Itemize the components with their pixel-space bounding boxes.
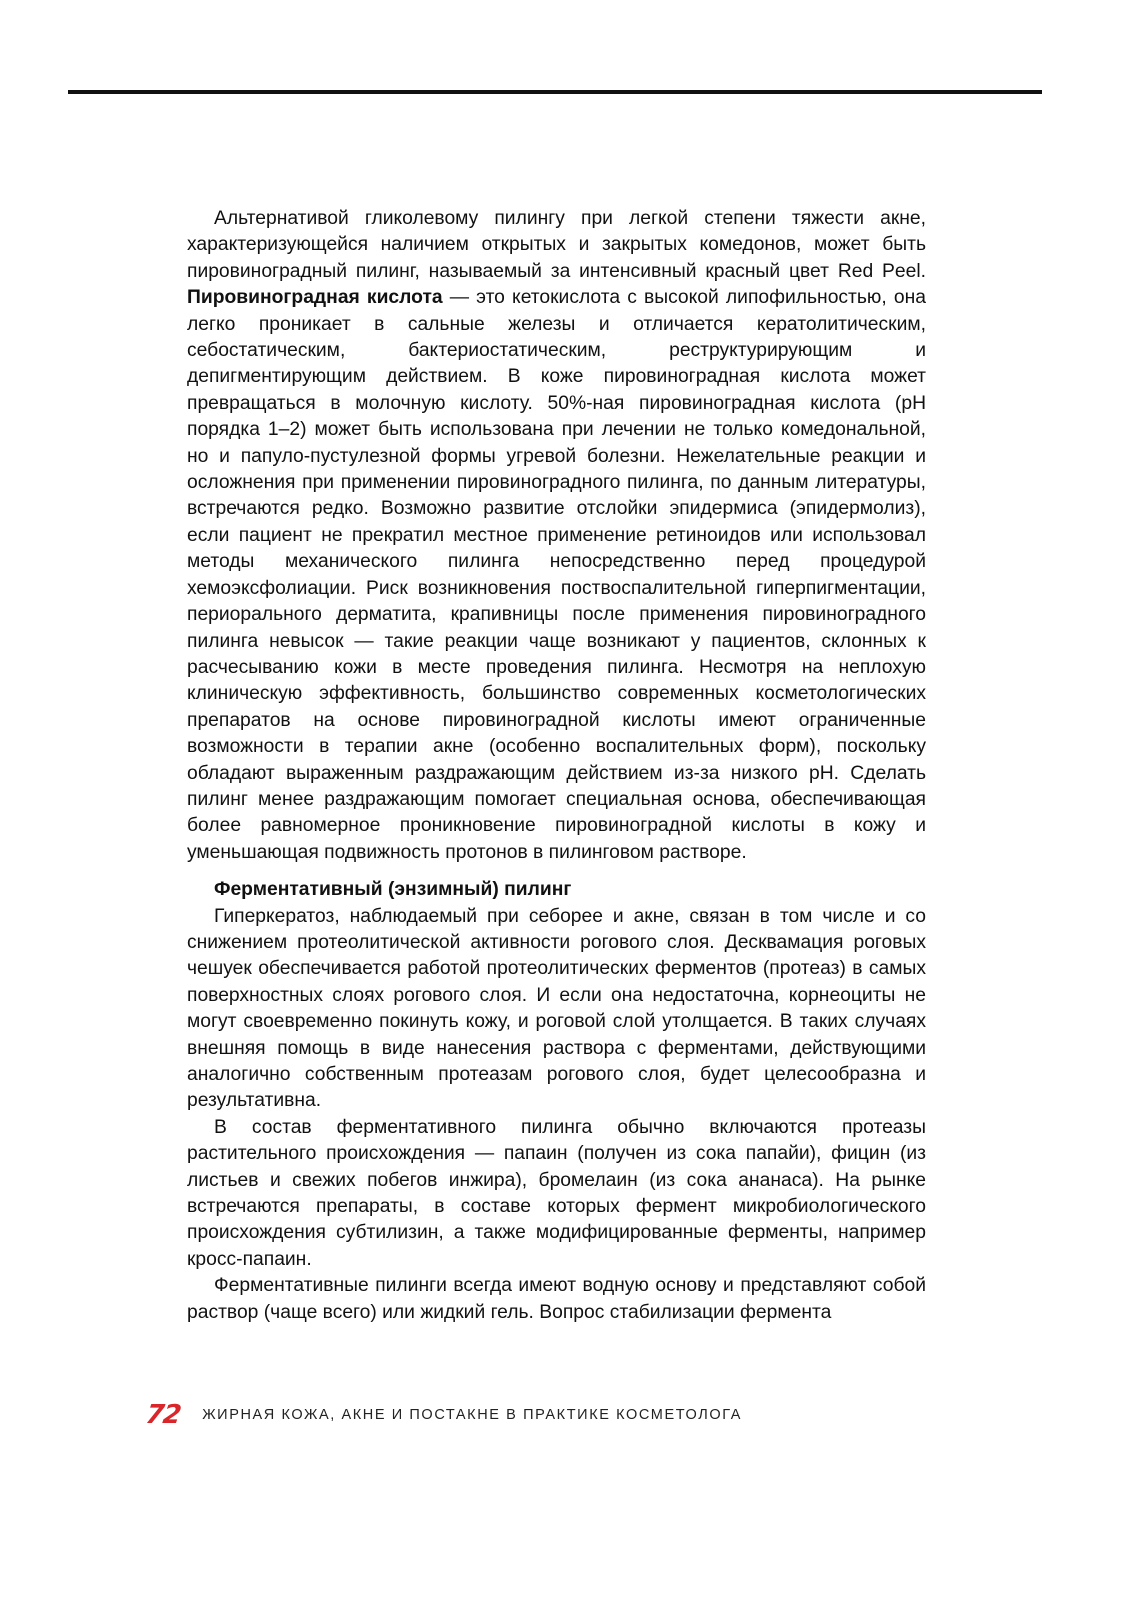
page-number: 72: [143, 1400, 183, 1430]
paragraph-enzyme-base: Ферментативные пилинги всегда имеют водную основу и представляют собой раствор (чаще всего) или жидкий гель. Вопрос стабилизации фермента: [187, 1275, 926, 1323]
running-title: ЖИРНАЯ КОЖА, АКНЕ И ПОСТАКНЕ В ПРАКТИКЕ КОСМЕТОЛОГА: [202, 1407, 743, 1423]
paragraph-text: Альтернативой гликолевому пилингу при легкой степени тяжести акне, характеризующейся наличием открытых и закрытых комедонов, может быть пировиноградный пилинг, называемый за интенсивный красный цвет Red Peel.: [187, 208, 926, 282]
term-pyruvic-acid: Пировиноградная кислота: [187, 287, 443, 309]
page-footer: [143, 1400, 743, 1430]
body-text: [187, 206, 926, 1326]
header-rule: [68, 90, 1042, 94]
paragraph-enzyme-composition: В состав ферментативного пилинга обычно включаются протеазы растительного происхождения — папаин (получен из сока папайи), фицин (из листьев и свежих побегов инжира), бромелаин (из сока ананаса). На рынке встречаются препараты, в составе которых фермент микробиологического происхождения субтилизин, а также модифицированные ферменты, например кросс-папаин.: [187, 1116, 926, 1270]
paragraph-pyruvic-peel: [187, 206, 926, 866]
paragraph-hyperkeratosis: Гиперкератоз, наблюдаемый при себорее и акне, связан в том числе и со снижением протеолитической активности рогового слоя. Десквамация роговых чешуек обеспечивается работой протеолитических ферментов (протеаз) в самых поверхностных слоях рогового слоя. И если она недостаточна, корнеоциты не могут своевременно покинуть кожу, и роговой слой утолщается. В таких случаях внешняя помощь в виде нанесения раствора с ферментами, действующими аналогично собственным протеазам рогового слоя, будет целесообразна и результативна.: [187, 905, 926, 1112]
paragraph-text: — это кетокислота с высокой липофильностью, она легко проникает в сальные железы и отличается кератолитическим, себостатическим, бактериостатическим, реструктурирующим и депигментирующим действием. В коже пировиноградная кислота может превращаться в молочную кислоту. 50%-ная пировиноградная кислота (рН порядка 1–2) может быть использована при лечении не только комедональной, но и папуло-пустулезной формы угревой болезни. Нежелательные реакции и осложнения при применении пировиноградного пилинга, по данным литературы, встречаются редко. Возможно развитие отслойки эпидермиса (эпидермолиз), если пациент не прекратил местное применение ретиноидов или использовал методы механического пилинга непосредственно перед процедурой хемоэксфолиации. Риск возникновения поствоспалительной гиперпигментации, периорального дерматита, крапивницы после применения пировиноградного пилинга невысок — такие реакции чаще возникают у пациентов, склонных к расчесыванию кожи в месте проведения пилинга. Несмотря на неплохую клиническую эффективность, большинство современных косметологических препаратов на основе пировиноградной кислоты имеют ограниченные возможности в терапии акне (особенно воспалительных форм), поскольку обладают выраженным раздражающим действием из-за низкого рН. Сделать пилинг менее раздражающим помогает специальная основа, обеспечивающая более равномерное проникновение пировиноградной кислоты в кожу и уменьшающая подвижность протонов в пилинговом растворе.: [187, 287, 926, 863]
section-heading: Ферментативный (энзимный) пилинг: [214, 879, 572, 901]
